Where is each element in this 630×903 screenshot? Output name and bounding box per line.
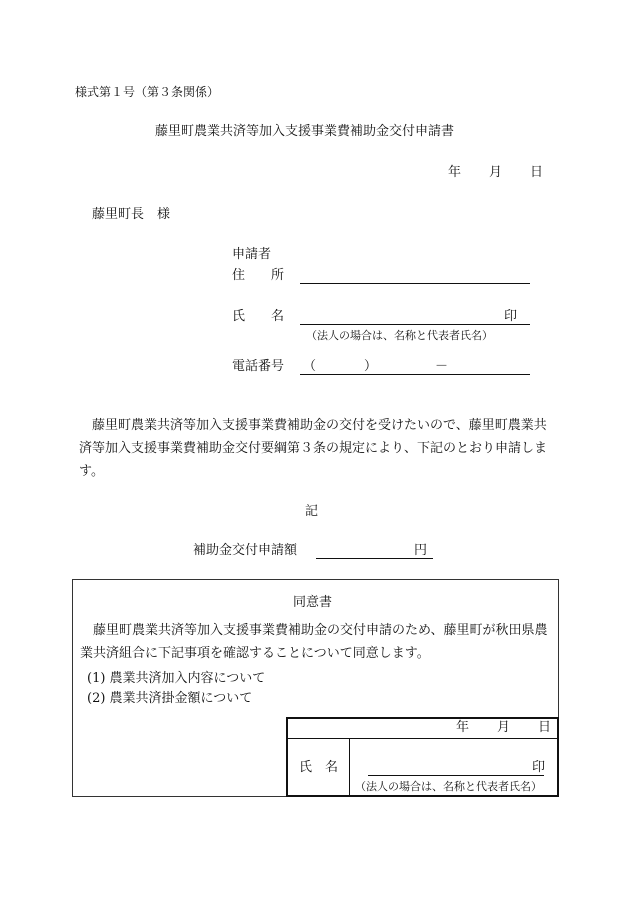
date-day: 日 xyxy=(530,165,544,180)
document-title: 藤里町農業共済等加入支援事業費補助金交付申請書 xyxy=(155,124,455,139)
consent-date-month: 月 xyxy=(497,720,511,735)
name-field[interactable] xyxy=(300,324,530,325)
ki-heading: 記 xyxy=(305,504,319,519)
phone-field[interactable] xyxy=(300,374,530,375)
amount-unit: 円 xyxy=(414,543,428,558)
date-month: 月 xyxy=(489,165,503,180)
consent-title: 同意書 xyxy=(293,595,333,610)
addressee: 藤里町長 様 xyxy=(92,207,171,222)
name-label: 氏 名 xyxy=(232,309,285,324)
applicant-label: 申請者 xyxy=(232,247,272,262)
consent-paragraph: 藤里町農業共済等加入支援事業費補助金の交付申請のため、藤里町が秋田県農業共済組合に下記事項を確認することについて同意します。 xyxy=(80,623,548,661)
phone-label: 電話番号 xyxy=(232,359,285,374)
seal-mark: 印 xyxy=(504,309,518,324)
consent-name-label: 氏 名 xyxy=(299,760,339,775)
consent-item-1: (1) 農業共済加入内容について xyxy=(87,671,266,686)
amount-label: 補助金交付申請額 xyxy=(193,543,298,558)
address-field[interactable] xyxy=(300,283,530,284)
consent-name-note: （法人の場合は、名称と代表者氏名） xyxy=(355,780,542,793)
consent-date-year: 年 xyxy=(456,720,470,735)
consent-item-2: (2) 農業共済掛金額について xyxy=(87,691,253,706)
form-number: 様式第１号（第３条関係） xyxy=(75,85,220,99)
phone-close-paren: ） xyxy=(364,359,378,374)
consent-date-day: 日 xyxy=(538,720,552,735)
date-year: 年 xyxy=(448,165,462,180)
consent-seal-mark: 印 xyxy=(532,760,546,775)
phone-dash: － xyxy=(435,359,449,374)
name-note: （法人の場合は、名称と代表者氏名） xyxy=(306,329,493,342)
phone-open-paren: （ xyxy=(303,359,317,374)
signature-table-divider xyxy=(287,738,557,739)
signature-table-column-divider xyxy=(349,738,350,796)
consent-name-field[interactable] xyxy=(368,775,544,776)
address-label: 住 所 xyxy=(232,268,285,283)
application-paragraph: 藤里町農業共済等加入支援事業費補助金の交付を受けたいので、藤里町農業共済等加入支援事業費補助金交付要綱第３条の規定により、下記のとおり申請します。 xyxy=(79,418,548,479)
